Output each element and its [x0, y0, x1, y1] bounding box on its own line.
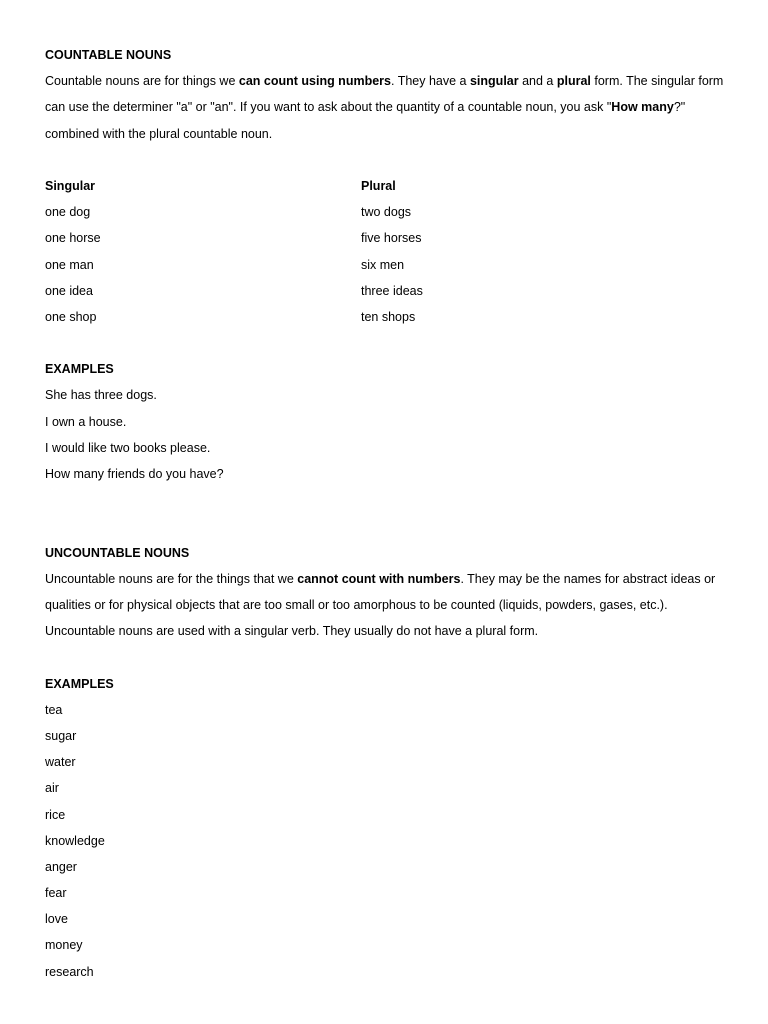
uncountable-example: anger — [45, 859, 77, 874]
uncountable-example: knowledge — [45, 833, 105, 848]
singular-cell: one idea — [45, 283, 93, 298]
countable-text-4: form. The singular form can use the determiner "a" or "an". If you want to ask about the quantity of a countable noun, you ask " — [45, 74, 724, 115]
document-page — [45, 42, 735, 985]
countable-bold-4: How many — [611, 100, 674, 115]
singular-cell: one horse — [45, 231, 101, 246]
countable-heading: COUNTABLE NOUNS — [45, 48, 172, 62]
singular-cell: one shop — [45, 309, 97, 324]
uncountable-example: sugar — [45, 728, 77, 743]
noun-table-row — [45, 252, 735, 278]
countable-bold-2: singular — [469, 74, 519, 89]
uncountable-example: research — [45, 964, 94, 979]
countable-example: How many friends do you have? — [45, 467, 224, 482]
uncountable-example: rice — [45, 807, 66, 822]
spacer — [45, 147, 735, 173]
uncountable-paragraph — [45, 566, 735, 645]
plural-cell: two dogs — [361, 205, 412, 220]
countable-bold-3: plural — [556, 74, 591, 89]
uncountable-example: tea — [45, 702, 63, 717]
plural-header: Plural — [361, 178, 396, 193]
plural-cell: three ideas — [361, 283, 423, 298]
uncountable-text-2: . They may be the names for abstract ideas or qualities or for physical objects that are too small or too amorphous to be counted (liquids, powders, gases, etc.). Uncountable nouns are used with a singular verb. They usually do not have a plural form. — [45, 571, 716, 639]
noun-table-row — [45, 304, 735, 330]
singular-cell: one dog — [45, 205, 91, 220]
noun-table-row — [45, 225, 735, 251]
countable-text-3: and a — [518, 74, 557, 89]
uncountable-bold-1: cannot count with numbers — [297, 571, 461, 586]
countable-examples-heading: EXAMPLES — [45, 362, 114, 377]
noun-table-header — [45, 173, 735, 199]
singular-cell: one man — [45, 257, 94, 272]
noun-table-row — [45, 199, 735, 225]
countable-paragraph — [45, 68, 735, 147]
plural-cell: five horses — [361, 231, 422, 246]
countable-example: I own a house. — [45, 414, 127, 429]
countable-text-2: . They have a — [390, 74, 470, 89]
uncountable-example: air — [45, 781, 59, 796]
spacer — [45, 330, 735, 356]
uncountable-example: money — [45, 938, 83, 953]
singular-header: Singular — [45, 178, 96, 193]
uncountable-example: love — [45, 912, 68, 927]
uncountable-text-1: Uncountable nouns are for the things that we — [45, 571, 298, 586]
plural-cell: six men — [361, 257, 405, 272]
countable-bold-1: can count using numbers — [238, 74, 391, 89]
countable-example: She has three dogs. — [45, 388, 157, 403]
uncountable-examples-heading: EXAMPLES — [45, 676, 114, 691]
countable-example: I would like two books please. — [45, 440, 211, 455]
noun-table-row — [45, 278, 735, 304]
uncountable-example: fear — [45, 886, 67, 901]
spacer — [45, 487, 735, 539]
plural-cell: ten shops — [361, 309, 416, 324]
uncountable-heading: UNCOUNTABLE NOUNS — [45, 545, 190, 560]
countable-text-5: ?" combined with the plural countable noun. — [45, 100, 686, 141]
uncountable-example: water — [45, 755, 76, 770]
spacer — [45, 644, 735, 670]
countable-text-1: Countable nouns are for things we — [45, 74, 239, 89]
